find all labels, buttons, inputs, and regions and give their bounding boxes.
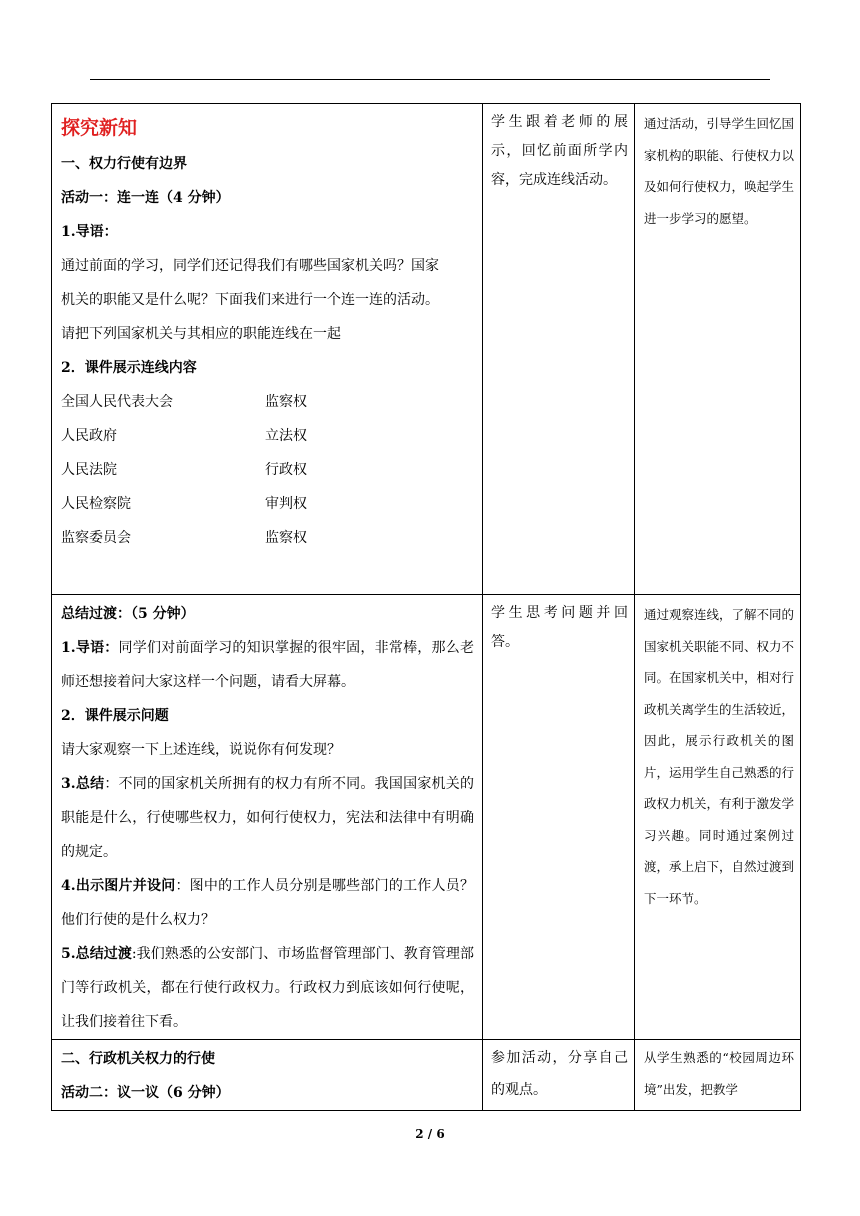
heading-power-boundary: 一、权力行使有边界 (61, 156, 187, 172)
organ-name: 人民法院 (61, 462, 117, 478)
power-name: 行政权 (265, 462, 307, 478)
section-title: 探究新知 (61, 117, 138, 139)
paragraph-text: ：图中的工作人员分别是哪些部门的工作人员？他们行使的是什么权力？ (61, 878, 474, 928)
paragraph-text: ：不同的国家机关所拥有的权力有所不同。我国国家机关的职能是什么，行使哪些权力，如何行使权力，宪法和法律中有明确的规定。 (61, 776, 475, 860)
design-intent-cell (635, 104, 801, 595)
courseware-label: 2．课件展示连线内容 (61, 360, 197, 376)
guide-text-line: 通过前面的学习，同学们还记得我们有哪些国家机关吗？国家 (61, 258, 439, 274)
student-activity-cell (483, 595, 635, 1040)
guide-text-line: 机关的职能又是什么呢？下面我们来进行一个连一连的活动。 (61, 292, 439, 308)
design-intent-cell (635, 595, 801, 1040)
matching-pair (61, 521, 474, 555)
paragraph-summary (61, 767, 474, 869)
paragraph-label: 1.导语： (61, 640, 119, 656)
design-intent-text: 从学生熟悉的“校园周边环境”出发，把教学 (644, 1050, 794, 1097)
teaching-content-cell (52, 1040, 483, 1111)
organ-name: 人民检察院 (61, 496, 131, 512)
summary-heading: 总结过渡：（5 分钟） (61, 606, 195, 622)
paragraph-text: 同学们对前面学习的知识掌握的很牢固，非常棒，那么老师还想接着问大家这样一个问题，请看大屏幕。 (61, 640, 474, 690)
table-row (52, 1040, 801, 1111)
activity-two-title: 活动二：议一议（6 分钟） (61, 1085, 230, 1101)
page-number: 2 / 6 (415, 1127, 445, 1141)
paragraph-picture-question (61, 869, 474, 937)
paragraph-label: 2．课件展示问题 (61, 708, 169, 724)
paragraph-label: 3.总结 (61, 776, 105, 792)
design-intent-text: 通过观察连线，了解不同的国家机关职能不同、权力不同。在国家机关中，相对行政机关离学生的生活较近，因此，展示行政机关的图片，运用学生自己熟悉的行政权力机关，有利于激发学习兴趣。同时通过案例过渡，承上启下，自然过渡到下一环节。 (644, 607, 795, 906)
teaching-content-cell (52, 104, 483, 595)
matching-pair (61, 419, 474, 453)
power-name: 监察权 (265, 394, 307, 410)
teaching-content-cell (52, 595, 483, 1040)
lesson-plan-table (51, 103, 801, 1111)
header-rule (90, 79, 770, 80)
power-name: 审判权 (265, 496, 307, 512)
matching-pair (61, 385, 474, 419)
paragraph-guide (61, 631, 474, 699)
organ-name: 监察委员会 (61, 530, 131, 546)
paragraph-transition (61, 937, 474, 1039)
student-activity-text: 学生思考问题并回答。 (491, 605, 628, 650)
activity-one-title: 活动一：连一连（4 分钟） (61, 190, 230, 206)
organ-name: 全国人民代表大会 (61, 394, 173, 410)
student-activity-text: 参加活动，分享自己的观点。 (491, 1050, 628, 1098)
table-row (52, 595, 801, 1040)
heading-admin-power: 二、行政机关权力的行使 (61, 1051, 215, 1067)
design-intent-text: 通过活动，引导学生回忆国家机构的职能、行使权力以及如何行使权力，唤起学生进一步学习的愿望。 (644, 116, 795, 226)
table-row (52, 104, 801, 595)
matching-pair (61, 453, 474, 487)
organ-name: 人民政府 (61, 428, 117, 444)
student-activity-cell (483, 1040, 635, 1111)
guide-label: 1.导语： (61, 224, 118, 240)
matching-pair (61, 487, 474, 521)
power-name: 监察权 (265, 530, 307, 546)
power-name: 立法权 (265, 428, 307, 444)
design-intent-cell (635, 1040, 801, 1111)
guide-text-line: 请把下列国家机关与其相应的职能连线在一起 (61, 326, 341, 342)
paragraph-label: 4.出示图片并设问 (61, 878, 176, 894)
paragraph-label: 5.总结过渡 (61, 946, 132, 962)
paragraph-text: 请大家观察一下上述连线，说说你有何发现？ (61, 742, 341, 758)
student-activity-cell (483, 104, 635, 595)
student-activity-text: 学生跟着老师的展示，回忆前面所学内容，完成连线活动。 (491, 114, 628, 188)
paragraph-text: :我们熟悉的公安部门、市场监督管理部门、教育管理部门等行政机关，都在行使行政权力。行政权力到底该如何行使呢，让我们接着往下看。 (61, 946, 474, 1030)
